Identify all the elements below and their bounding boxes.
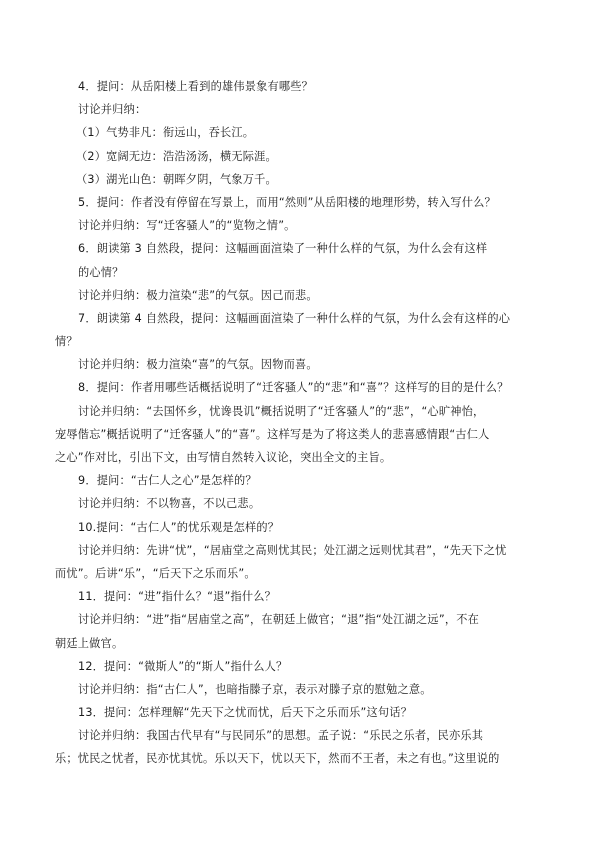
answer-8-cont-1: 宠辱偕忘”概括说明了“迁客骚人”的“喜”。这样写是为了将这类人的悲喜感情跟“古仁人 <box>55 427 490 441</box>
question-5: 5．提问：作者没有停留在写景上，而用“然则”从岳阳楼的地理形势，转入写什么？ <box>78 195 496 209</box>
question-12: 12．提问：“微斯人”的“斯人”指什么人？ <box>78 659 288 673</box>
question-9: 9．提问：“古仁人之心”是怎样的？ <box>78 474 257 488</box>
answer-4-item-1: （1）气势非凡：衔远山，吞长江。 <box>76 126 255 140</box>
answer-7: 讨论并归纳：极力渲染“喜”的气氛。因物而喜。 <box>78 358 318 372</box>
answer-13-cont: 乐；忧民之忧者，民亦忧其忧。乐以天下，忧以天下，然而不王者，未之有也。”这里说的 <box>55 752 500 766</box>
answer-10: 讨论并归纳：先讲“忧”，“居庙堂之高则忧其民；处江湖之远则忧其君”，“先天下之忧 <box>78 543 507 557</box>
question-8: 8．提问：作者用哪些话概括说明了“迁客骚人”的“悲”和“喜”？这样写的目的是什么？ <box>78 381 509 395</box>
answer-4-item-2: （2）宽阔无边：浩浩汤汤，横无际涯。 <box>76 149 277 163</box>
answer-9: 讨论并归纳：不以物喜，不以己悲。 <box>78 497 261 511</box>
question-6: 6．朗读第 3 自然段，提问：这幅画面渲染了一种什么样的气氛，为什么会有这样 <box>78 242 488 256</box>
answer-12: 讨论并归纳：指“古仁人”，也暗指滕子京，表示对滕子京的慰勉之意。 <box>78 682 432 696</box>
answer-6: 讨论并归纳：极力渲染“悲”的气氛。因己而悲。 <box>78 288 318 302</box>
answer-4-label: 讨论并归纳： <box>78 103 147 117</box>
question-10: 10.提问：“古仁人”的忧乐观是怎样的？ <box>78 520 280 534</box>
answer-8: 讨论并归纳：“去国怀乡，忧谗畏讥”概括说明了“迁客骚人”的“悲”，“心旷神怡， <box>78 404 485 418</box>
answer-11-cont: 朝廷上做官。 <box>55 636 124 650</box>
question-13: 13．提问：怎样理解“先天下之忧而忧，后天下之乐而乐”这句话？ <box>78 706 413 720</box>
answer-13: 讨论并归纳：我国古代早有“与民同乐”的思想。孟子说：“乐民之乐者，民亦乐其 <box>78 729 484 743</box>
answer-4-item-3: （3）湖光山色：朝晖夕阴，气象万千。 <box>76 172 277 186</box>
question-11: 11．提问：“进”指什么？“退”指什么？ <box>78 590 277 604</box>
answer-11: 讨论并归纳：“进”指“居庙堂之高”，在朝廷上做官；“退”指“处江湖之远”，不在 <box>78 613 479 627</box>
question-6-cont: 的心情？ <box>78 265 124 279</box>
answer-5: 讨论并归纳：写“迁客骚人”的“览物之情”。 <box>78 219 296 233</box>
question-7: 7．朗读第 4 自然段，提问：这幅画面渲染了一种什么样的气氛，为什么会有这样的心 <box>78 311 511 325</box>
document-body <box>55 75 543 771</box>
question-4: 4．提问：从岳阳楼上看到的雄伟景象有哪些？ <box>78 80 314 93</box>
answer-8-cont-2: 之心”作对比，引出下文，由写情自然转入议论，突出全文的主旨。 <box>55 451 392 464</box>
answer-10-cont: 而忧”。后讲“乐”，“后天下之乐而乐”。 <box>55 566 256 580</box>
question-7-cont: 情？ <box>55 335 78 349</box>
